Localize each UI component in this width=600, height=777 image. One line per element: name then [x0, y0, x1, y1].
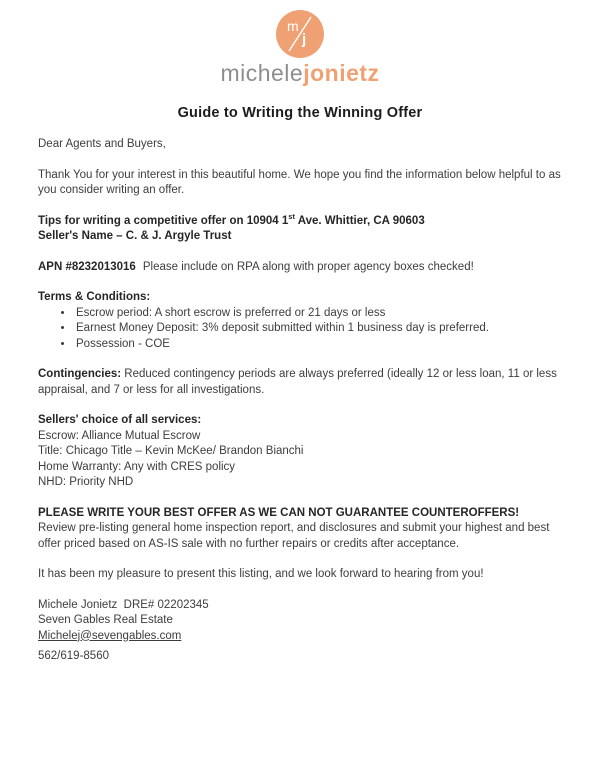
signature-phone: 562/619-8560: [38, 650, 109, 662]
list-item: • Possession - COE: [74, 337, 564, 353]
closing-line: It has been my pleasure to present this listing, and we look forward to hearing from you!: [38, 568, 484, 580]
tips-heading: [38, 211, 564, 230]
tips-heading-superscript: st: [288, 211, 295, 221]
brand-wordmark: [0, 60, 600, 86]
apn-line: [38, 260, 564, 276]
signature-company: Seven Gables Real Estate: [38, 614, 173, 626]
signature-block: [38, 598, 564, 665]
list-item: • Earnest Money Deposit: 3% deposit submitted within 1 business day is preferred.: [74, 321, 564, 337]
best-offer-body: Review pre-listing general home inspection report, and disclosures and submit your highest and best offer priced based on AS-IS sale with no further repairs or credits after acceptance.: [38, 522, 550, 550]
tips-block: [38, 211, 564, 245]
services-heading: Sellers' choice of all services:: [38, 414, 202, 426]
brand-logo: [0, 0, 600, 86]
contingencies-label: Contingencies:: [38, 368, 122, 380]
svg-text:j: j: [302, 31, 307, 48]
service-line-title: Title: Chicago Title – Kevin McKee/ Brandon Bianchi: [38, 445, 304, 457]
terms-section: [38, 290, 564, 352]
svg-text:m: m: [287, 18, 299, 34]
tips-heading-prefix: Tips for writing a competitive offer on 10904 1: [38, 214, 289, 227]
wordmark-first: michele: [220, 60, 304, 86]
service-line-warranty: Home Warranty: Any with CRES policy: [38, 460, 236, 473]
contingencies-paragraph: [38, 367, 564, 398]
apn-number: APN #8232013016: [38, 260, 136, 273]
greeting-line: Dear Agents and Buyers,: [38, 138, 166, 150]
monogram-circle-icon: [276, 10, 324, 58]
terms-heading: Terms & Conditions:: [38, 291, 151, 303]
page-title: Guide to Writing the Winning Offer: [177, 105, 423, 121]
email-link[interactable]: Michelej@sevengables.com: [38, 629, 182, 642]
service-line-escrow: Escrow: Alliance Mutual Escrow: [38, 429, 201, 442]
contingencies-text: Reduced contingency periods are always preferred (ideally 12 or less loan, 11 or less appraisal, and 7 or less for all investigations.: [38, 368, 557, 396]
services-section: [38, 413, 564, 491]
best-offer-heading: PLEASE WRITE YOUR BEST OFFER AS WE CAN NOT GUARANTEE COUNTEROFFERS!: [38, 506, 520, 519]
apn-note: Please include on RPA along with proper agency boxes checked!: [142, 260, 474, 273]
tips-heading-suffix: Ave. Whittier, CA 90603: [294, 214, 425, 227]
wordmark-last: jonietz: [303, 60, 380, 86]
signature-name: Michele Jonietz DRE# 02202345: [38, 598, 209, 611]
signature-email-line: [38, 629, 564, 645]
list-item: • Escrow period: A short escrow is preferred or 21 days or less: [74, 306, 564, 322]
seller-name-line: Seller's Name – C. & J. Argyle Trust: [38, 230, 232, 242]
intro-paragraph: Thank You for your interest in this beautiful home. We hope you find the information below helpful to as you consider writing an offer.: [38, 168, 561, 196]
letter-body: [0, 137, 600, 665]
best-offer-section: [38, 506, 564, 553]
service-line-nhd: NHD: Priority NHD: [38, 476, 134, 488]
terms-list: [38, 306, 564, 353]
